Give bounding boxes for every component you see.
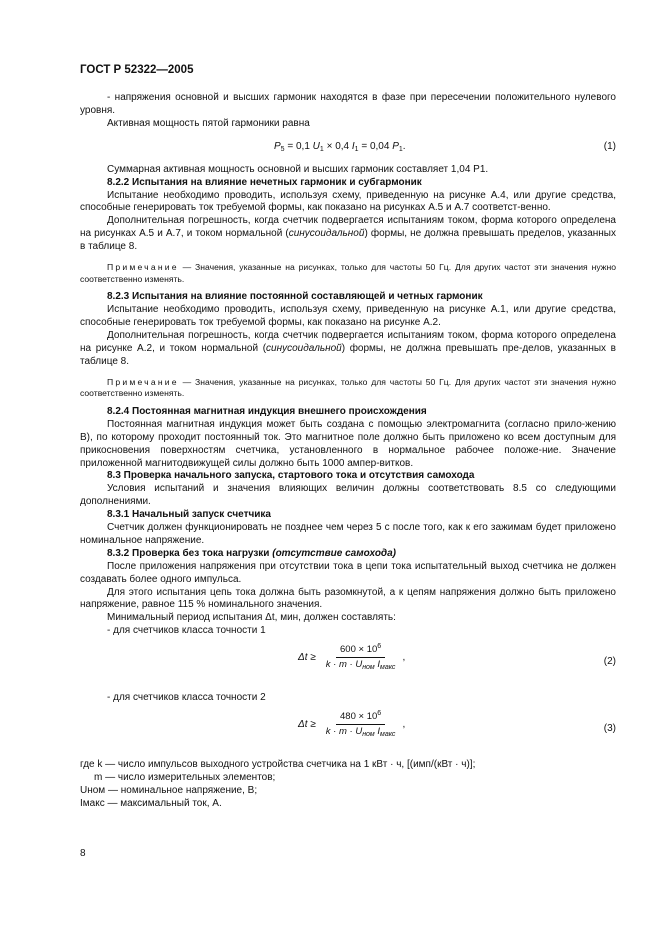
formula-2-number: (2) — [603, 656, 616, 668]
document-header: ГОСТ Р 52322—2005 — [80, 64, 194, 76]
paragraph: Минимальный период испытания Δt, мин, должен составлять: — [107, 612, 396, 624]
paragraph: - напряжения основной и высших гармоник находятся в фазе при пересечении положительного нулевого уровня. — [80, 92, 616, 116]
paragraph: Испытание необходимо проводить, используя схему, приведенную на рисунке А.4, или другие средства, способные генерировать ток требуемой формы, как показано на рисунках А.5 и А.7 соответст-венно. — [80, 189, 616, 214]
paragraph: Испытание необходимо проводить, используя схему, приведенную на рисунке А.1, или другие средства, способные генерировать ток требуемой формы, как показано на рисунке А.2. — [80, 304, 616, 329]
paragraph: Для этого испытания цепь тока должна быть разомкнутой, а к цепям напряжения должно быть приложено напряжение, равное 115 % номинального значения. — [80, 586, 616, 611]
formula-1 — [80, 141, 616, 154]
list-item: - для счетчиков класса точности 1 — [107, 625, 266, 637]
note: Примечание — Значения, указанные на рисунках, только для частоты 50 Гц. Для других частот эти значения нужно соответственно изменять. — [80, 262, 616, 284]
paragraph: Активная мощность пятой гармоники равна — [107, 117, 310, 129]
paragraph: Постоянная магнитная индукция может быть создана с помощью электромагнита (согласно прило-жению В), по которому проходит постоянный ток. Это магнитное поле должно быть приложено ко всем доступным для прикосновения поверхностям счетчика, установленного в нормальное рабочее положе-ние. Значение приложенной магнитодвижущей силы должно быть 1000 ампер-витков. — [80, 418, 616, 469]
formula-3: Δt ≥ $\frac{480 \times 10^6}{k \cdot m \cdot U_{ном} I_{макс}}$ , (3) — [298, 710, 616, 738]
paragraph: Дополнительная погрешность, когда счетчик подвергается испытаниям током, форма которого определена на рисунке А.2, и током нормальной (синусоидальной) формы, не должна превышать пре-делов, указанных в таблице 8. — [80, 329, 616, 367]
formula-3-denominator: $k \cdot m \cdot U_{ном}$ $I_{макс}$ — [325, 726, 396, 738]
formula-2-numerator: $600 \times 10^6$ — [336, 644, 385, 658]
formula-3-numerator: $480 \times 10^6$ — [336, 711, 385, 725]
note: Примечание — Значения, указанные на рисунках, только для частоты 50 Гц. Для других частот эти значения нужно соответственно изменять. — [80, 376, 616, 399]
formula-3-number: (3) — [603, 723, 616, 735]
section-heading-8-3-2: 8.3.2 Проверка без тока нагрузки (отсутствие самохода) — [107, 547, 396, 559]
page-number: 8 — [80, 848, 86, 859]
definition-m: m — число измерительных элементов; — [94, 772, 276, 783]
paragraph: Дополнительная погрешность, когда счетчик подвергается испытаниям током, форма которого определена на рисунках А.5 и А.7, и током нормальной (синусоидальной) формы, не должна превышать пределов, указанных в таблице 8. — [80, 215, 616, 253]
list-item: - для счетчиков класса точности 2 — [107, 692, 266, 704]
definition-u: Uном — номинальное напряжение, В; — [80, 784, 258, 796]
paragraph: Суммарная активная мощность основной и высших гармоник составляет 1,04 P1. — [107, 163, 489, 175]
definition-i: Iмакс — максимальный ток, А. — [80, 797, 222, 809]
formula-1-number: (1) — [603, 140, 616, 152]
formula-2-lhs: Δt ≥ — [298, 651, 316, 663]
formula-1-expression: $P_5 = 0,1$ $U_1 \times 0,4$ $I_1 = 0,04$ $P_1$. — [274, 140, 406, 153]
section-heading-8-3: 8.3 Проверка начального запуска, стартового тока и отсутствия самохода — [107, 470, 475, 482]
definition-k: где k — число импульсов выходного устройства счетчика на 1 кВт · ч, [(имп/(кВт · ч)]; — [80, 759, 476, 771]
document-body — [80, 92, 616, 811]
paragraph: Условия испытаний и значения влияющих величин должны соответствовать 8.5 со следующими дополнениями. — [80, 483, 616, 508]
section-heading-8-2-3: 8.2.3 Испытания на влияние постоянной составляющей и четных гармоник — [107, 291, 483, 303]
paragraph: После приложения напряжения при отсутствии тока в цепи тока испытательный выход счетчика не должен создавать более одного импульса. — [80, 560, 616, 585]
section-heading-8-2-2: 8.2.2 Испытания на влияние нечетных гармоник и субгармоник — [107, 176, 422, 188]
paragraph: Счетчик должен функционировать не позднее чем через 5 с после того, как к его зажимам будет приложено номинальное напряжение. — [80, 522, 616, 546]
formula-3-lhs: Δt ≥ — [298, 718, 316, 730]
section-heading-8-2-4: 8.2.4 Постоянная магнитная индукция внешнего происхождения — [107, 405, 427, 417]
formula-2-denominator: $k \cdot m \cdot U_{ном}$ $I_{макс}$ — [325, 659, 396, 672]
section-heading-8-3-1: 8.3.1 Начальный запуск счетчика — [107, 509, 271, 521]
formula-2: Δt ≥ $\frac{600 \times 10^6}{k \cdot m \cdot U_{ном} I_{макс}}$ , (2) — [298, 643, 616, 672]
